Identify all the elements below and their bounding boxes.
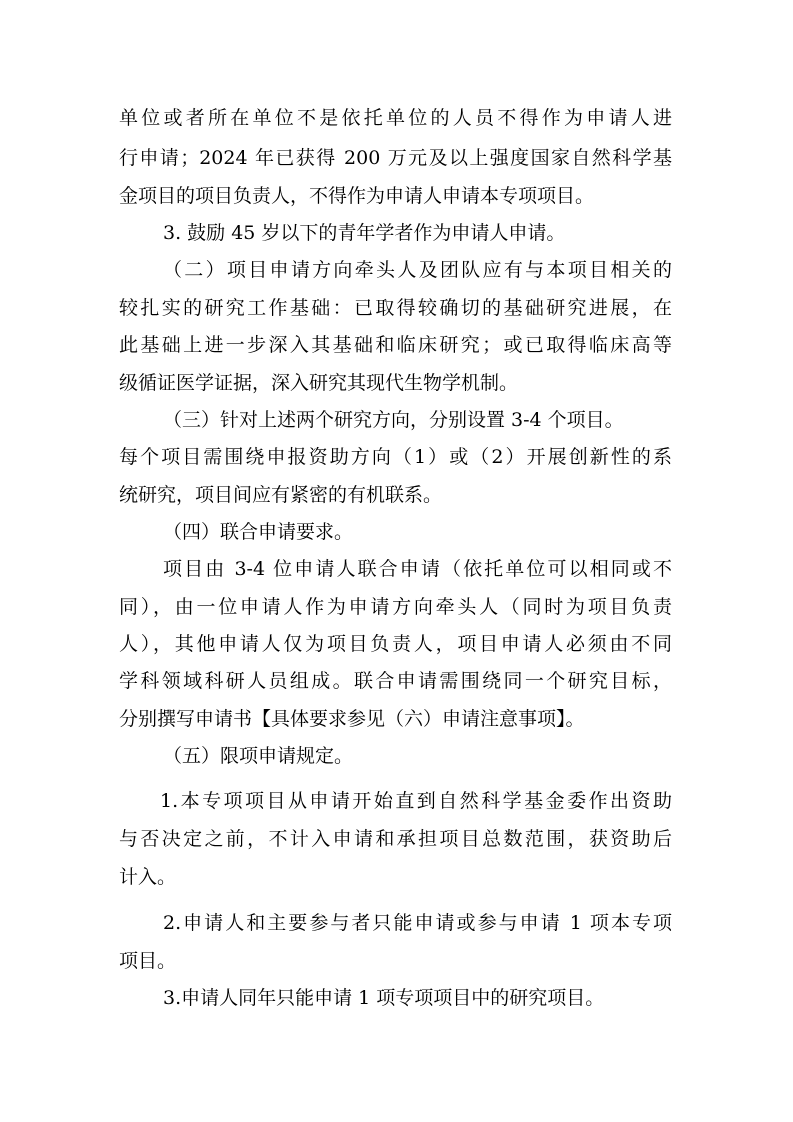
paragraph-line: 与否决定之前，不计入申请和承担项目总数范围，获资助后 xyxy=(119,828,672,850)
section-heading-line: （二）项目申请方向牵头人及团队应有与本项目相关的 xyxy=(163,259,672,281)
list-item: 1.本专项项目从申请开始直到自然科学基金委作出资助 xyxy=(160,790,672,812)
paragraph-line: 单位或者所在单位不是依托单位的人员不得作为申请人进 xyxy=(119,107,672,129)
paragraph-line: 每个项目需围绕申报资助方向（1）或（2）开展创新性的系 xyxy=(119,446,672,468)
paragraph-line: 计入。 xyxy=(119,866,177,888)
section-heading: （五）限项申请规定。 xyxy=(163,745,354,767)
paragraph-line: 行申请；2024 年已获得 200 万元及以上强度国家自然科学基 xyxy=(119,147,672,169)
paragraph-line: 级循证医学证据，深入研究其现代生物学机制。 xyxy=(119,372,519,394)
list-item: 2.申请人和主要参与者只能申请或参与申请 1 项本专项 xyxy=(163,912,672,934)
list-item: 3.申请人同年只能申请 1 项专项项目中的研究项目。 xyxy=(163,987,605,1009)
paragraph-line: 统研究，项目间应有紧密的有机联系。 xyxy=(119,484,443,506)
paragraph-line: 金项目的项目负责人，不得作为申请人申请本专项项目。 xyxy=(119,185,595,207)
section-heading: （四）联合申请要求。 xyxy=(163,521,354,543)
paragraph-line: 同），由一位申请人作为申请方向牵头人（同时为项目负责 xyxy=(119,596,672,618)
paragraph-line: 学科领域科研人员组成。联合申请需围绕同一个研究目标， xyxy=(119,670,672,692)
section-heading-line: （三）针对上述两个研究方向，分别设置 3-4 个项目。 xyxy=(163,409,624,431)
paragraph-line: 较扎实的研究工作基础：已取得较确切的基础研究进展，在 xyxy=(119,297,672,319)
paragraph-line: 人），其他申请人仅为项目负责人，项目申请人必须由不同 xyxy=(119,633,672,655)
paragraph-line: 项目。 xyxy=(119,950,177,972)
paragraph-line: 此基础上进一步深入其基础和临床研究；或已取得临床高等 xyxy=(119,334,672,356)
paragraph-line: 项目由 3-4 位申请人联合申请（依托单位可以相同或不 xyxy=(163,558,672,580)
list-item: 3. 鼓励 45 岁以下的青年学者作为申请人申请。 xyxy=(163,222,566,244)
paragraph-line: 分别撰写申请书【具体要求参见（六）申请注意事项】。 xyxy=(119,708,585,730)
